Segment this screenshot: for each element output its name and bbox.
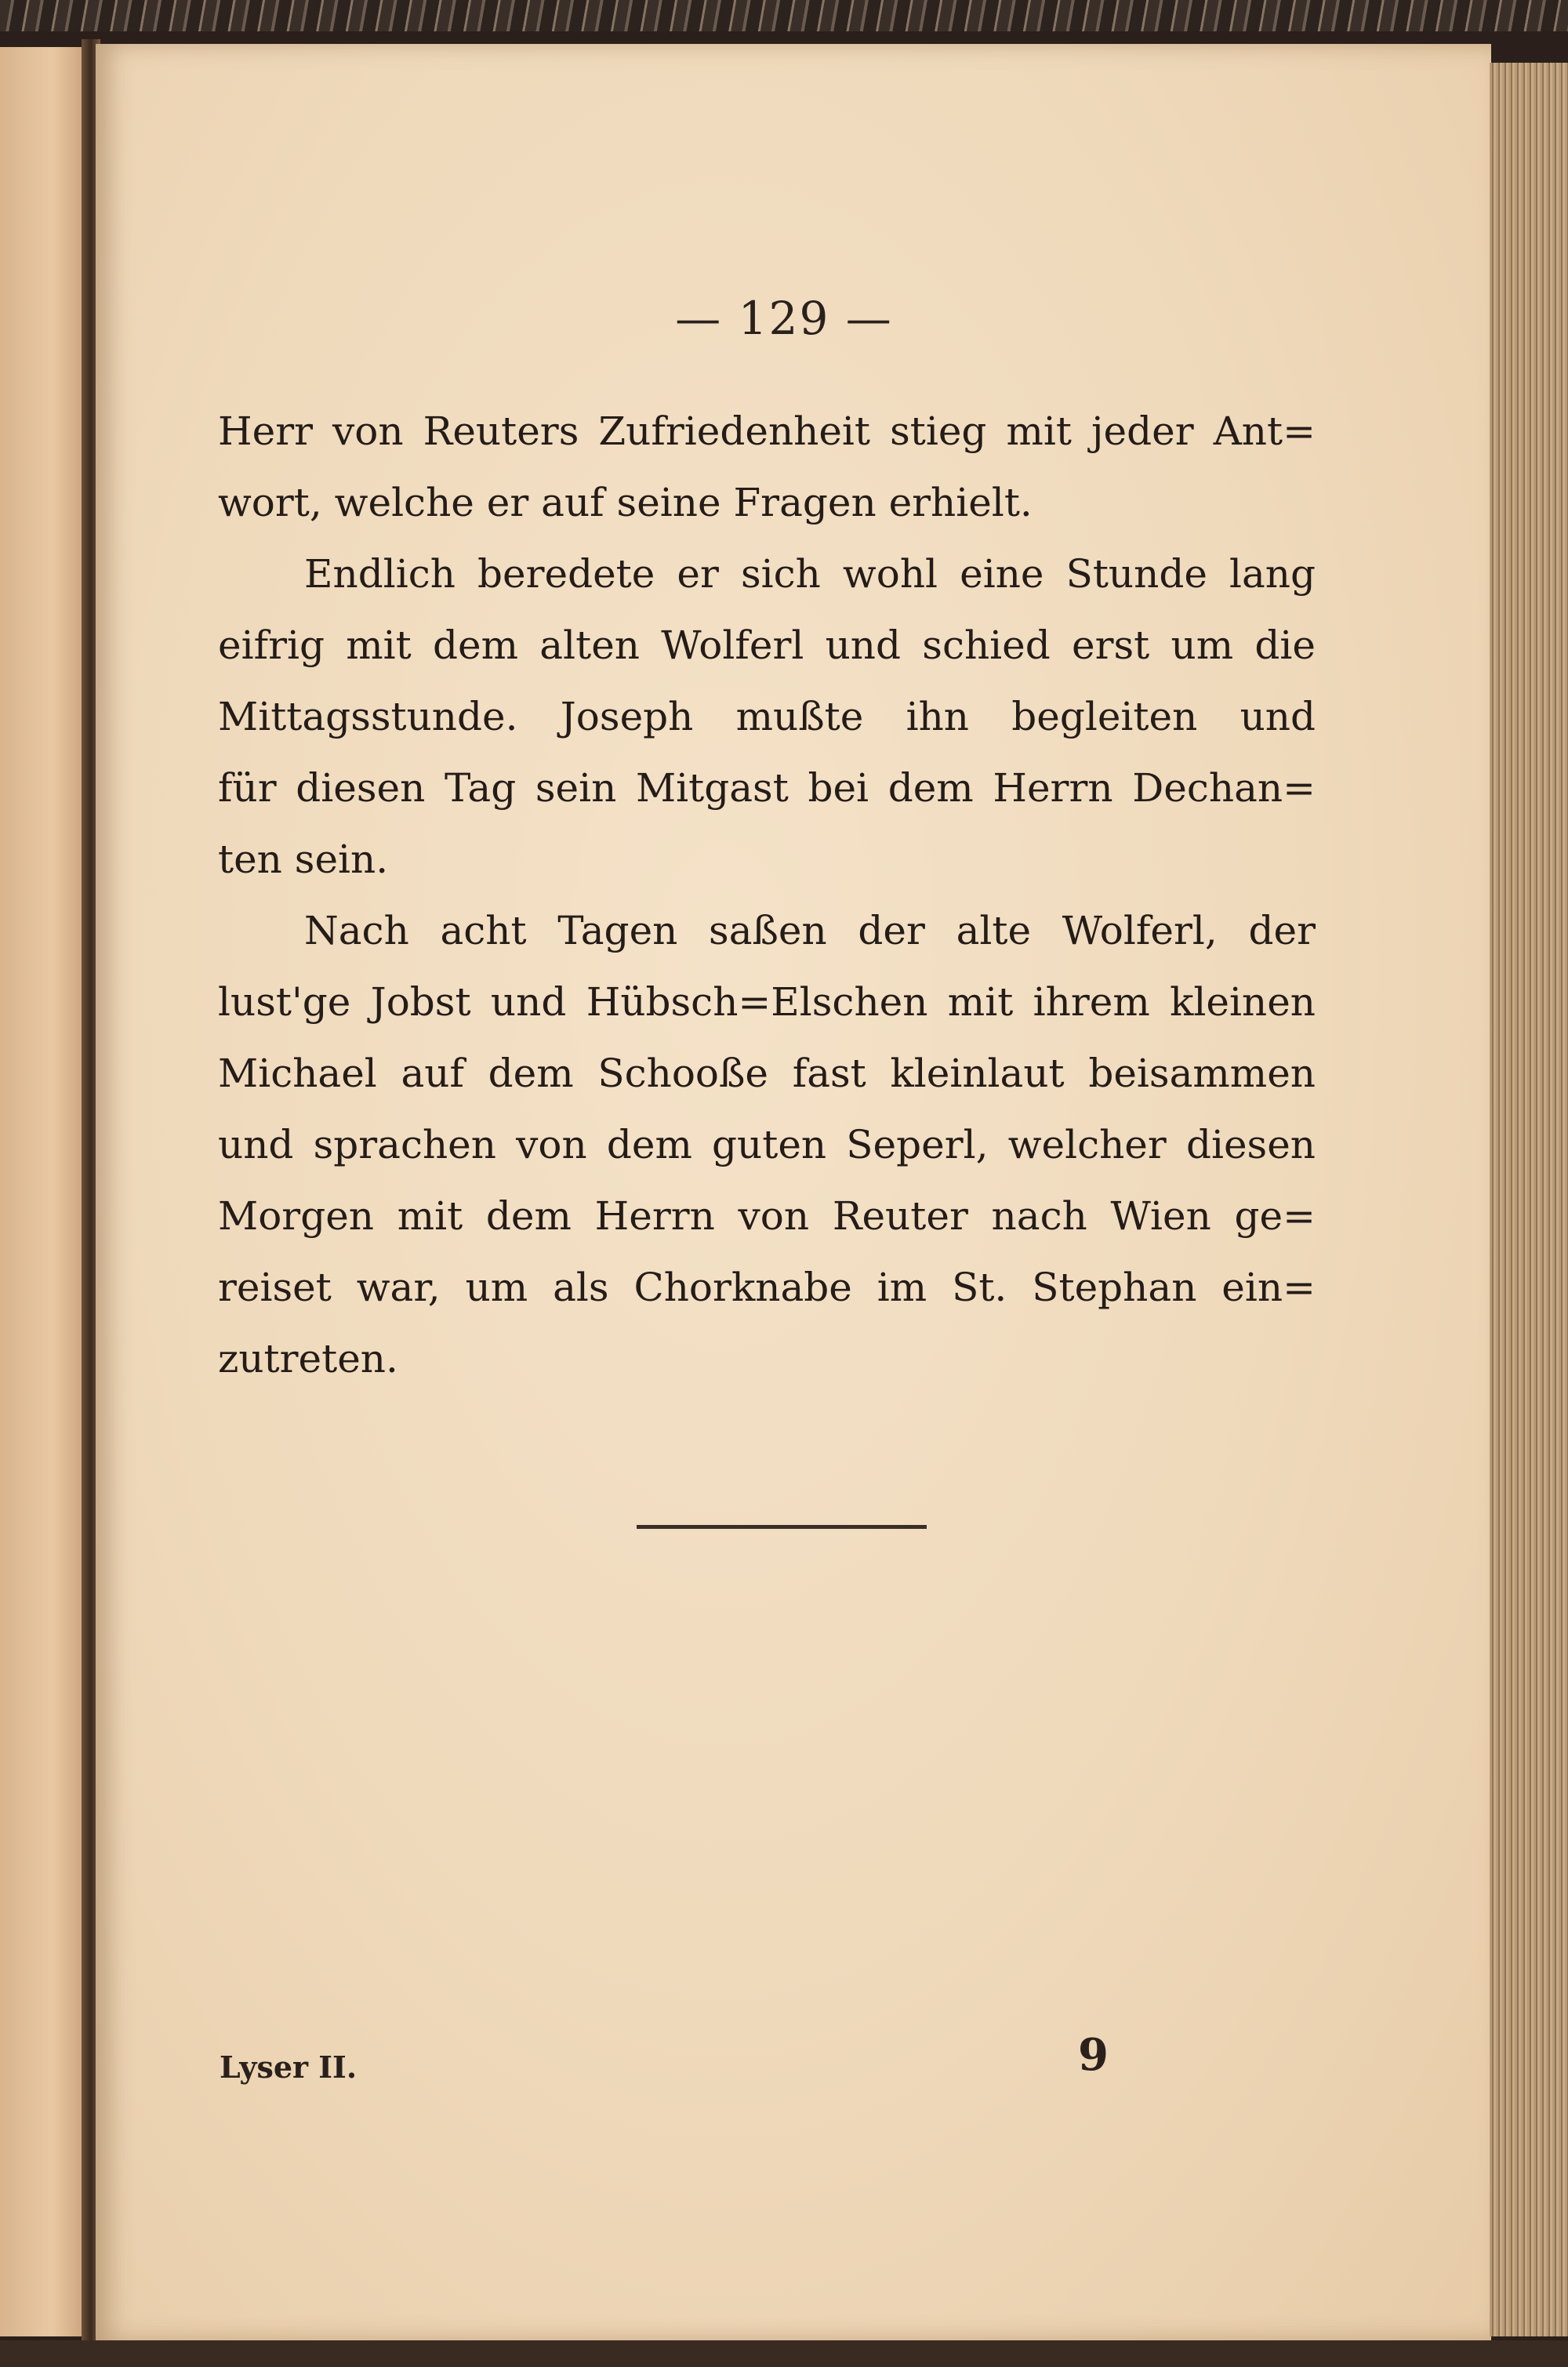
footer-signature: Lyser II. (220, 2049, 358, 2085)
text-line: für diesen Tag sein Mitgast bei dem Herrn Dechan= (218, 765, 1316, 811)
text-line: Nach acht Tagen saßen der alte Wolferl, der (304, 908, 1316, 953)
text-line: zutreten. (218, 1336, 398, 1381)
text-line: reiset war, um als Chorknabe im St. Stephan ein= (218, 1265, 1316, 1310)
text-line: und sprachen von dem guten Seperl, welcher diesen (218, 1122, 1316, 1167)
text-line: Morgen mit dem Herrn von Reuter nach Wien ge= (218, 1193, 1316, 1239)
body-text (218, 396, 1316, 1395)
footer-signature-mark: 9 (1078, 2029, 1109, 2081)
text-line: lust'ge Jobst und Hübsch=Elschen mit ihrem kleinen (218, 979, 1316, 1025)
page-number: — 129 — (675, 292, 893, 345)
left-page-edge (0, 47, 88, 2336)
text-line: Michael auf dem Schooße fast kleinlaut beisammen (218, 1051, 1316, 1096)
section-divider-rule (637, 1525, 927, 1529)
text-line: eifrig mit dem alten Wolferl und schied erst um die (218, 623, 1316, 668)
text-line: Mittagsstunde. Joseph mußte ihn begleiten und (218, 694, 1316, 739)
text-line: Herr von Reuters Zufriedenheit stieg mit jeder Ant= (218, 408, 1316, 454)
text-line: ten sein. (218, 837, 389, 882)
text-line: wort, welche er auf seine Fragen erhielt. (218, 480, 1033, 525)
book-bottom-edge (0, 2340, 1568, 2367)
page-stack-edge (1490, 63, 1568, 2336)
text-line: Endlich beredete er sich wohl eine Stunde lang (304, 551, 1316, 597)
book-top-edge (0, 0, 1568, 31)
